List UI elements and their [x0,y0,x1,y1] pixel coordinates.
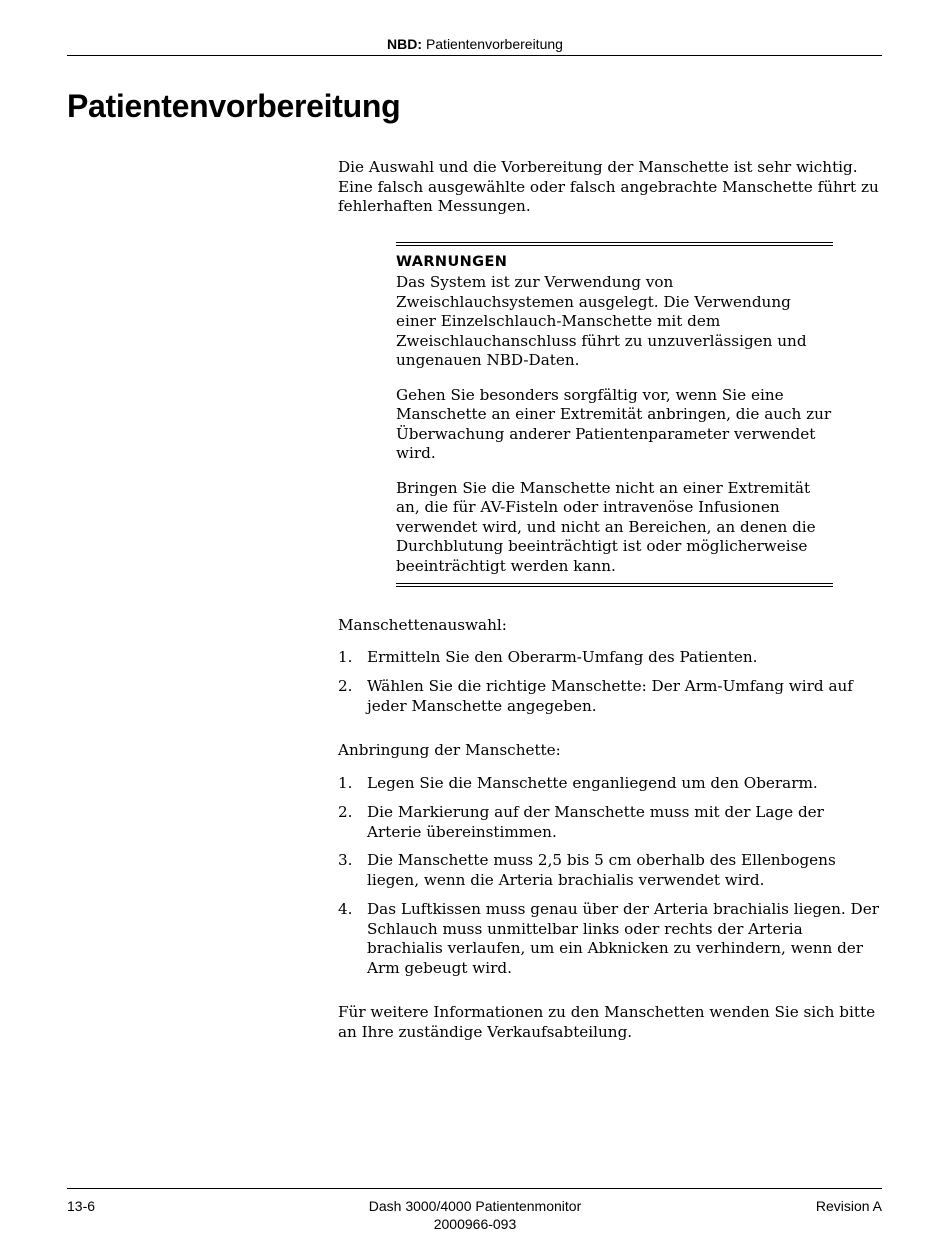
warning-paragraph: Gehen Sie besonders sorgfältig vor, wenn Sie eine Manschette an einer Extremität anbringen, die auch zur Überwachung anderer Patientenparameter verwendet wird. [396,385,832,462]
warning-box [396,242,833,587]
footer-center [0,1197,950,1233]
intro-text: Die Auswahl und die Vorbereitung der Manschette ist sehr wichtig. Eine falsch ausgewählte oder falsch angebrachte Manschette führt zu fehlerhaften Messungen. [338,158,879,215]
intro-paragraph [338,158,883,217]
list-text: Legen Sie die Manschette enganliegend um den Oberarm. [367,774,818,792]
warning-paragraph: Das System ist zur Verwendung von Zweischlauchsystemen ausgelegt. Die Verwendung einer Einzelschlauch-Manschette mit dem Zweischlauchanschluss führt zu unzuverlässigen und ungenauen NBD-Daten. [396,273,807,369]
document-number: 2000966-093 [433,1216,517,1232]
list-text: Die Manschette muss 2,5 bis 5 cm oberhalb des Ellenbogens liegen, wenn die Arteria brachialis verwendet wird. [367,851,836,889]
list-item [338,900,883,978]
list-item [338,803,883,842]
cuff-selection-label: Manschettenauswahl: [338,616,507,634]
closing-text: Für weitere Informationen zu den Manschetten wenden Sie sich bitte an Ihre zuständige Verkaufsabteilung. [338,1003,876,1041]
list-item [338,774,883,794]
product-name: Dash 3000/4000 Patientenmonitor [368,1198,582,1214]
list-item [338,851,883,890]
list-item [338,648,883,668]
list-number: 1. [338,774,353,792]
list-item [338,677,883,716]
header-section-label: NBD: [387,36,423,52]
list-number: 2. [338,677,353,695]
warning-bottom-rule [396,583,833,587]
warning-paragraph: Bringen Sie die Manschette nicht an einer Extremität an, die für AV-Fisteln oder intravenöse Infusionen verwendet wird, und nicht an Bereichen, an denen die Durchblutung beeinträchtigt ist oder möglicherweise beeinträchtigt werden kann. [396,478,816,575]
closing-paragraph [338,1003,883,1042]
list-number: 4. [338,900,353,918]
page-title: Patientenvorbereitung [67,88,401,124]
list-text: Wählen Sie die richtige Manschette: Der Arm-Umfang wird auf jeder Manschette angegeben. [367,677,853,715]
page-number: 13-6 [67,1198,96,1214]
cuff-application-label: Anbringung der Manschette: [338,741,561,759]
revision-label: Revision A [815,1198,882,1214]
footer-rule [67,1188,882,1189]
running-header [0,36,950,52]
list-number: 3. [338,851,353,869]
header-rule [67,55,882,56]
list-text: Das Luftkissen muss genau über der Arteria brachialis liegen. Der Schlauch muss unmittelbar links oder rechts der Arteria brachialis verlaufen, um ein Abknicken zu verhindern, wenn der Arm gebeugt wird. [367,900,879,977]
warning-top-rule [396,242,833,246]
list-number: 1. [338,648,353,666]
list-number: 2. [338,803,353,821]
list-text: Die Markierung auf der Manschette muss mit der Lage der Arterie übereinstimmen. [367,803,824,841]
warning-heading: WARNUNGEN [396,254,508,270]
list-text: Ermitteln Sie den Oberarm-Umfang des Patienten. [367,648,758,666]
header-section-title: Patientenvorbereitung [425,36,563,52]
